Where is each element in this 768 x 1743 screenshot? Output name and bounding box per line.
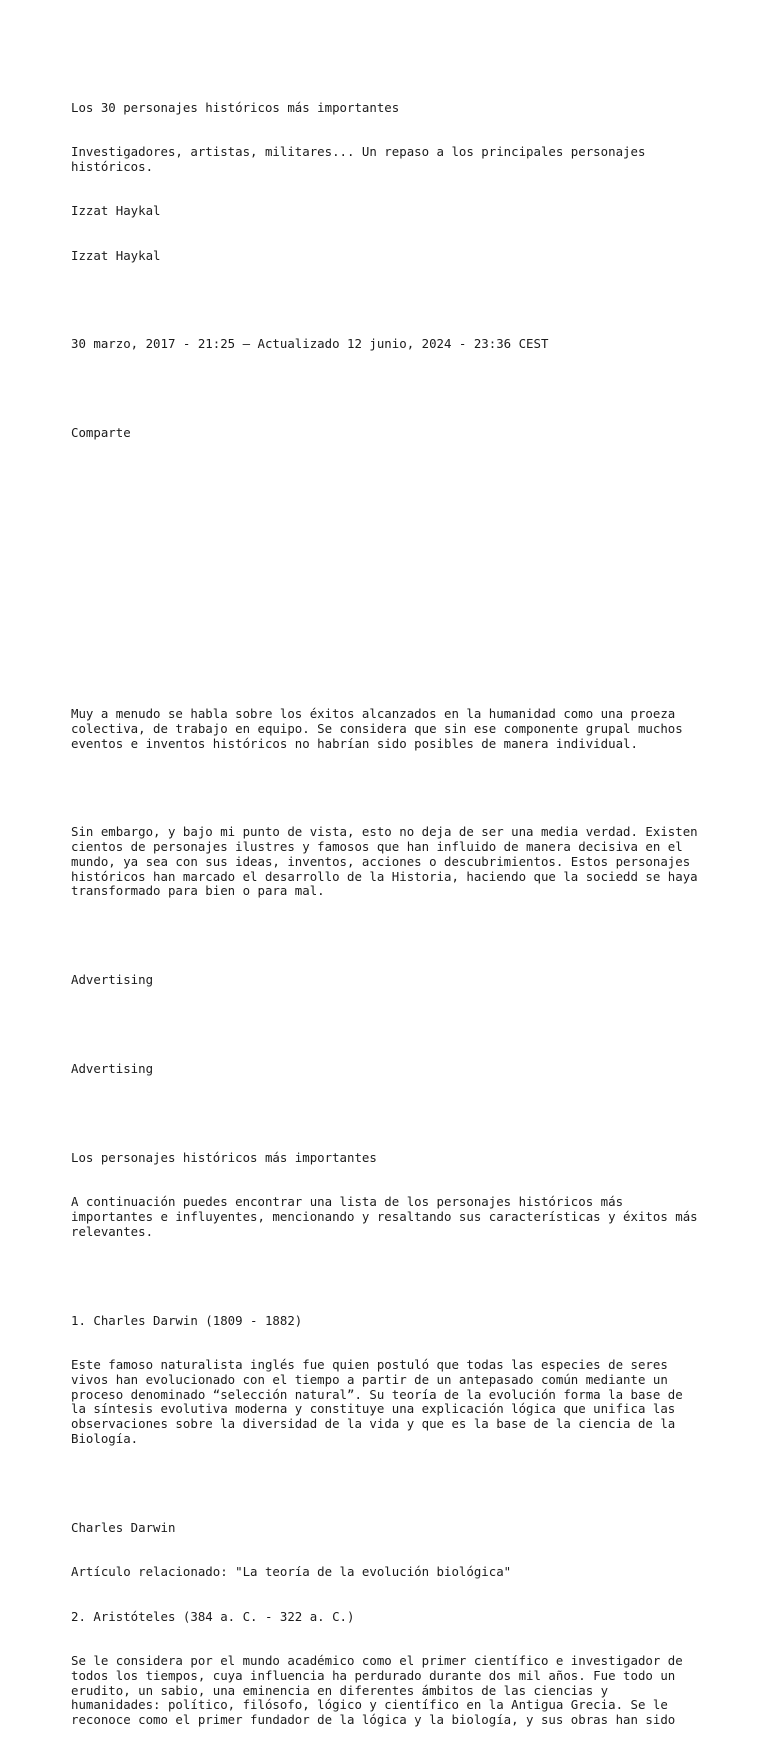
- section-intro: A continuación puedes encontrar una lista de los personajes históricos más importantes e influyentes, mencionando y resaltando sus características y éxitos más relevantes.: [71, 1194, 706, 1239]
- spacer: [71, 293, 701, 308]
- spacer: [71, 929, 701, 944]
- advertising-label: Advertising: [71, 972, 154, 988]
- advertising-label: Advertising: [71, 1061, 154, 1077]
- media-placeholder: [71, 471, 701, 663]
- spacer: [71, 1269, 701, 1284]
- spacer: [71, 781, 701, 796]
- author-name[interactable]: Izzat Haykal: [71, 247, 161, 263]
- spacer: [71, 1476, 701, 1491]
- item-text: Este famoso naturalista inglés fue quien postuló que todas las especies de seres vivos han evolucionado con el tiempo a partir de un antepasado común mediante un proceso denominado “selección natural”. Su teoría de la evolución forma la base de la síntesis evolutiva moderna y constituye una explicación lógica que unifica las observaciones sobre la diversidad de la vida y que es la base de la ciencia de la Biología.: [71, 1356, 691, 1446]
- spacer: [71, 1018, 701, 1033]
- article-title: Los 30 personajes históricos más importantes: [71, 99, 400, 115]
- spacer: [71, 1106, 701, 1121]
- share-label[interactable]: Comparte: [71, 425, 131, 441]
- item-text: Se le considera por el mundo académico como el primer científico e investigador de todos los tiempos, cuya influencia ha perdurado durante dos mil años. Fue todo un erudito, un sabio, una eminencia en diferentes ámbitos de las ciencias y humanidades: político, filósofo, lógico y científico en la Antigua Grecia. Se le reconoce como el primer fundador de la lógica y la biología, y sus obras han sido: [71, 1652, 691, 1728]
- article: [71, 71, 706, 1743]
- spacer: [71, 382, 701, 397]
- item-heading: 2. Aristóteles (384 a. C. - 322 a. C.): [71, 1608, 355, 1624]
- article-subtitle: Investigadores, artistas, militares... Un repaso a los principales personajes históricos.: [71, 143, 653, 174]
- item-heading: 1. Charles Darwin (1809 - 1882): [71, 1312, 303, 1328]
- paragraph-intro-2: Sin embargo, y bajo mi punto de vista, esto no deja de ser una media verdad. Existen cientos de personajes ilustres y famosos que han influido de manera decisiva en el mundo, ya sea con sus ideas, inventos, acciones o descubrimientos. Estos personajes históricos han marcado el desarrollo de la Historia, haciendo que la sociedd se haya transformado para bien o para mal.: [71, 824, 706, 899]
- author-name[interactable]: Izzat Haykal: [71, 203, 161, 219]
- section-heading: Los personajes históricos más importantes: [71, 1149, 377, 1165]
- paragraph-intro-1: Muy a menudo se habla sobre los éxitos alcanzados en la humanidad como una proeza colectiva, de trabajo en equipo. Se considera que sin ese componente grupal muchos eventos e inventos históricos no habrían sido posibles de manera individual.: [71, 705, 691, 751]
- dateline: 30 marzo, 2017 - 21:25 — Actualizado 12 junio, 2024 - 23:36 CEST: [71, 336, 549, 352]
- related-article-link[interactable]: Artículo relacionado: "La teoría de la evolución biológica": [71, 1564, 512, 1580]
- image-caption: Charles Darwin: [71, 1519, 176, 1535]
